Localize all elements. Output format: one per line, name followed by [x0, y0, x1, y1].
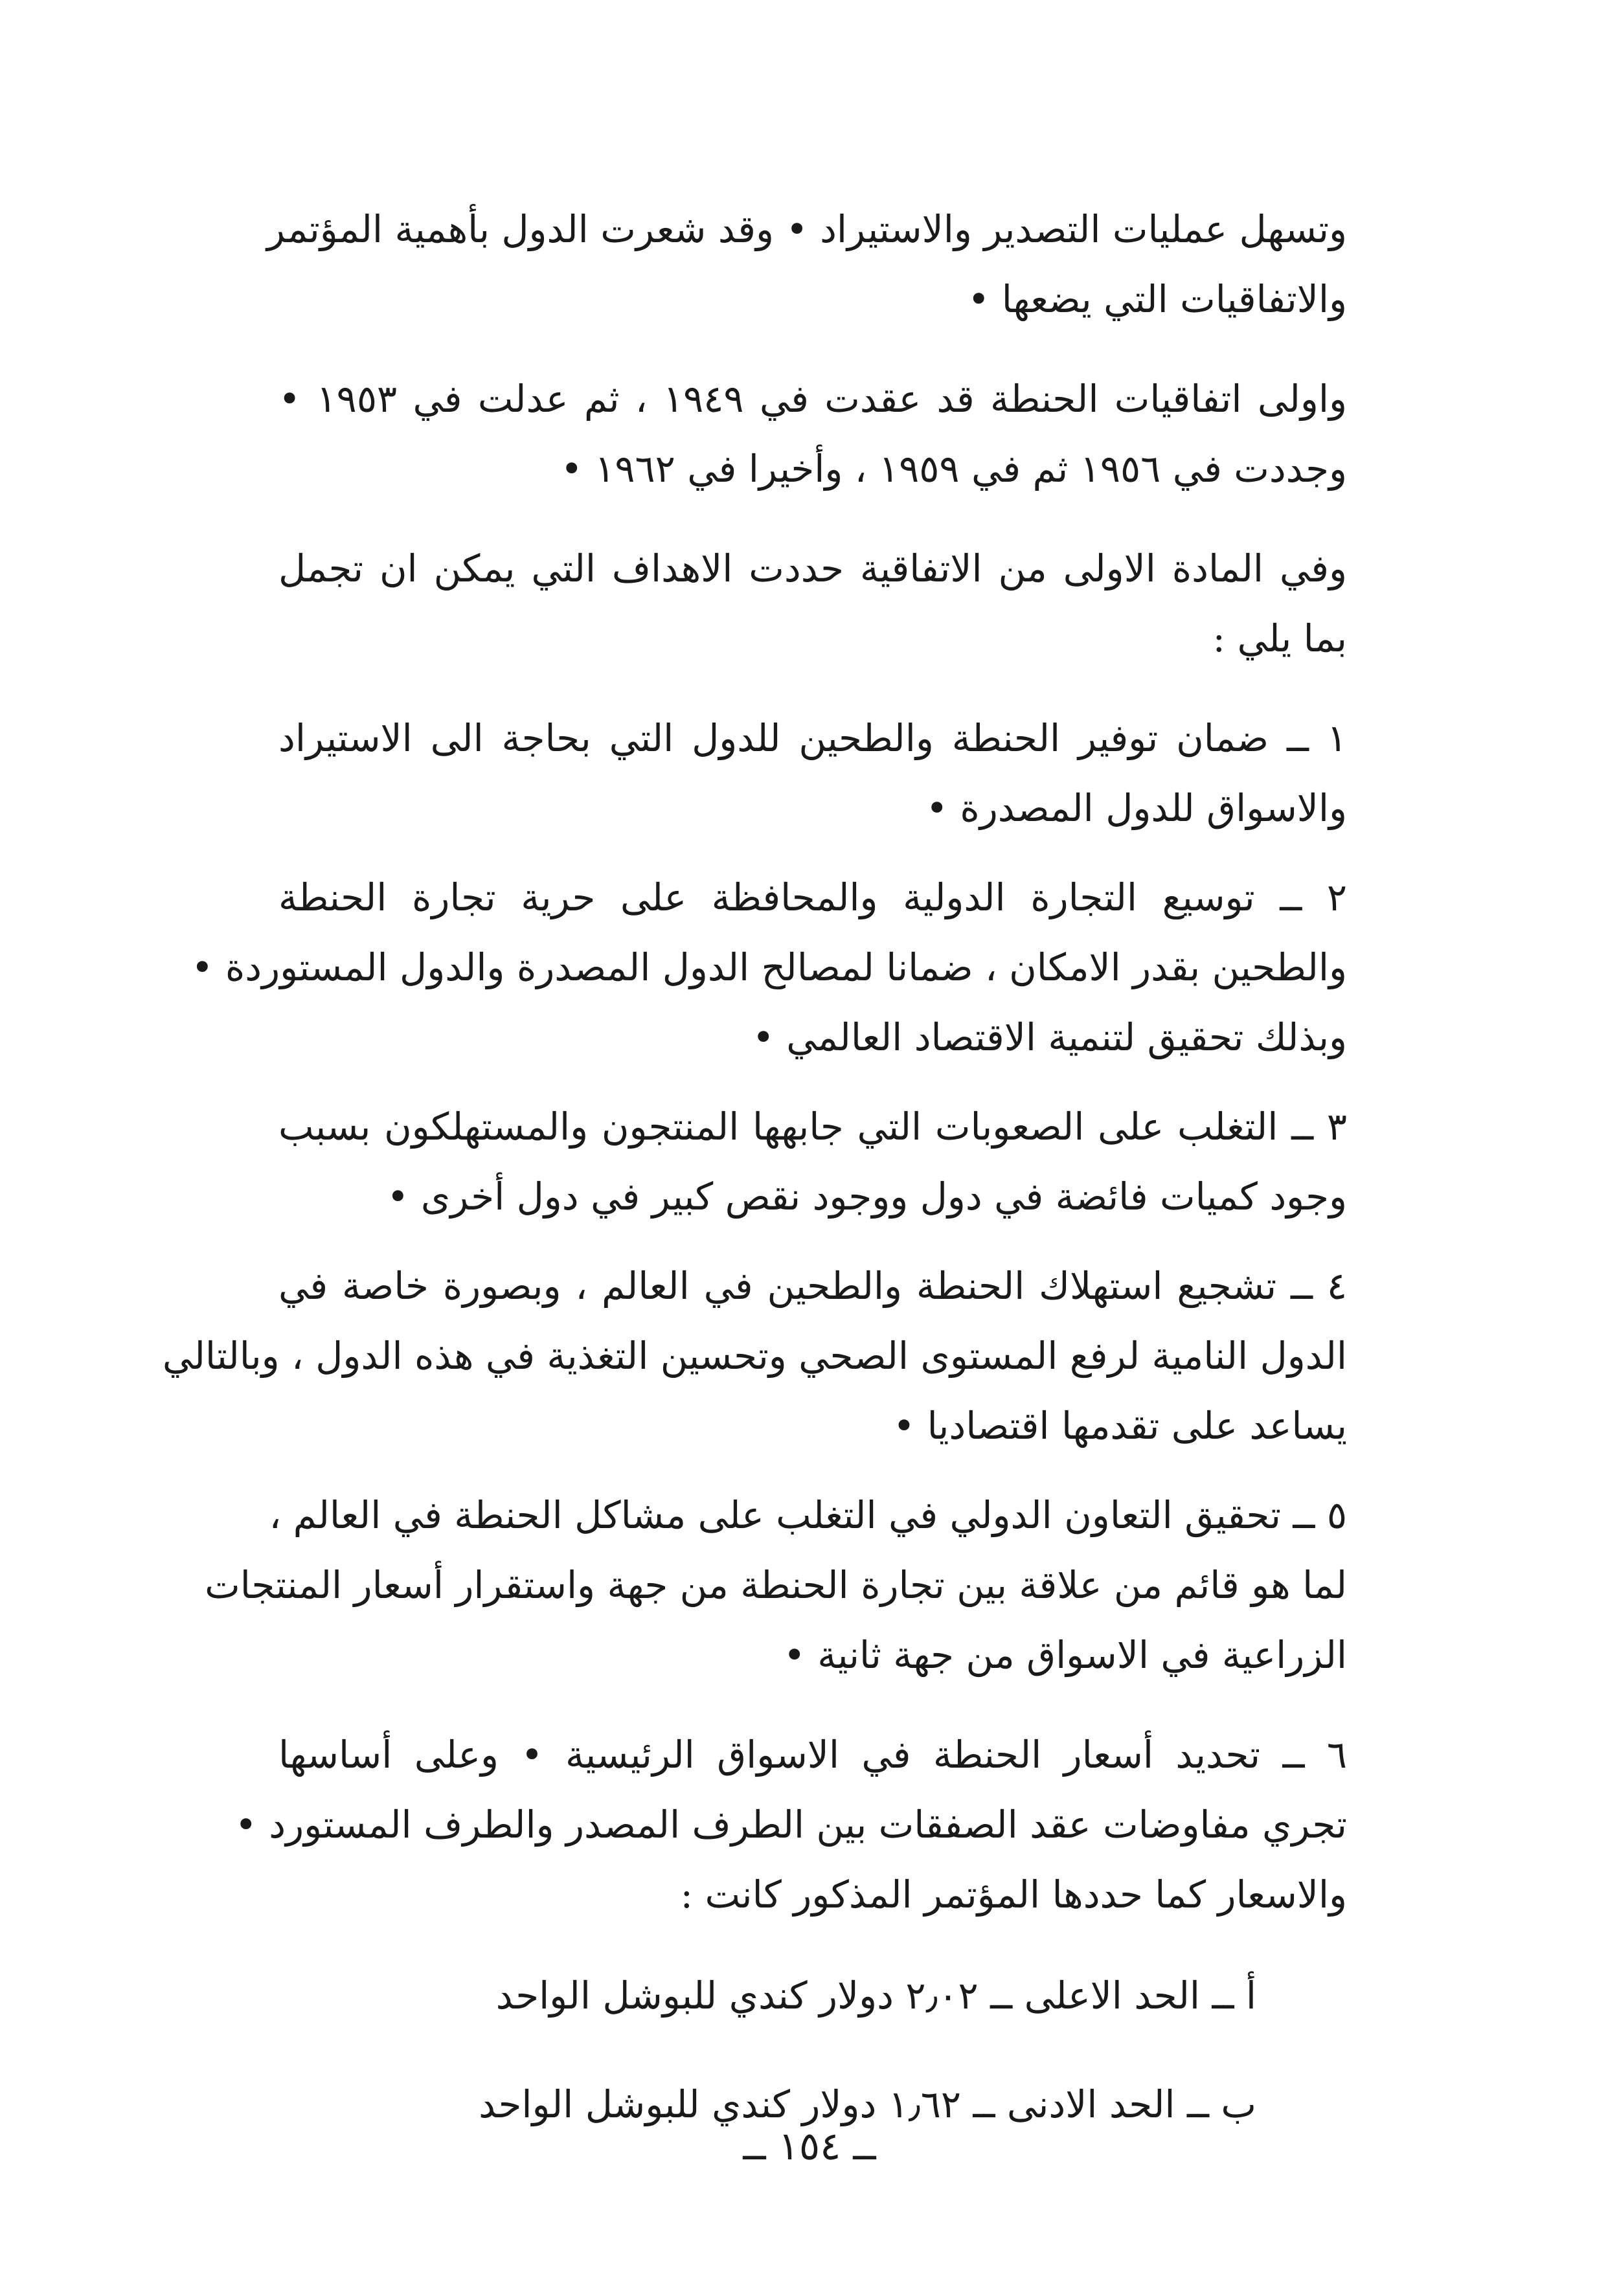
text-line: تجري مفاوضات عقد الصفقات بين الطرف المصدر والطرف المستورد •: [234, 1803, 1347, 1847]
price-lower-limit: ب ــ الحد الادنى ــ ١٫٦٢ دولار كندي للبوشل الواحد: [479, 2082, 1256, 2126]
list-item-5: [205, 1480, 1347, 1690]
text-line: وجود كميات فائضة في دول ووجود نقص كبير في دول أخرى •: [387, 1175, 1347, 1219]
text-line: ٦ ــ تحديد أسعار الحنطة في الاسواق الرئيسية • وعلى أساسها: [278, 1733, 1347, 1777]
text-line: والاتفاقيات التي يضعها •: [968, 277, 1347, 321]
list-item-1: [278, 703, 1347, 843]
text-line: وجددت في ١٩٥٦ ثم في ١٩٥٩ ، وأخيرا في ١٩٦٢ •: [560, 447, 1347, 491]
paragraph-intro: [267, 194, 1347, 334]
text-line: الدول النامية لرفع المستوى الصحي وتحسين التغذية في هذه الدول ، وبالتالي: [162, 1334, 1347, 1378]
text-line: وبذلك تحقيق لتنمية الاقتصاد العالمي •: [752, 1015, 1347, 1059]
text-line: بما يلي :: [1212, 616, 1347, 660]
text-line: ٤ ــ تشجيع استهلاك الحنطة والطحين في العالم ، وبصورة خاصة في: [278, 1264, 1347, 1308]
paragraph-agreement-dates: [278, 364, 1347, 504]
text-line: ٣ ــ التغلب على الصعوبات التي جابهها المنتجون والمستهلكون بسبب: [278, 1105, 1347, 1149]
text-line: وفي المادة الاولى من الاتفاقية حددت الاهداف التي يمكن ان تجمل: [278, 546, 1347, 591]
list-item-6: [234, 1720, 1347, 1930]
text-line: لما هو قائم من علاقة بين تجارة الحنطة من جهة واستقرار أسعار المنتجات: [205, 1563, 1347, 1607]
text-line: وتسهل عمليات التصدير والاستيراد • وقد شعرت الدول بأهمية المؤتمر: [267, 207, 1347, 251]
text-line: والاسعار كما حددها المؤتمر المذكور كانت :: [680, 1873, 1347, 1917]
list-item-4: [162, 1251, 1347, 1461]
paragraph-article-one: [278, 534, 1347, 673]
page-body: [162, 194, 1348, 2139]
text-line: والاسواق للدول المصدرة •: [925, 786, 1347, 830]
price-upper-limit: أ ــ الحد الاعلى ــ ٢٫٠٢ دولار كندي للبوشل الواحد: [495, 1974, 1256, 2018]
text-line: ٢ ــ توسيع التجارة الدولية والمحافظة على حرية تجارة الحنطة: [278, 875, 1347, 919]
list-item-2: [191, 862, 1347, 1072]
list-item-3: [278, 1092, 1347, 1232]
text-line: الزراعية في الاسواق من جهة ثانية •: [783, 1633, 1347, 1677]
text-line: والطحين بقدر الامكان ، ضمانا لمصالح الدول المصدرة والدول المستوردة •: [191, 945, 1347, 989]
page-number: ــ ١٥٤ ــ: [743, 2124, 876, 2169]
text-line: واولى اتفاقيات الحنطة قد عقدت في ١٩٤٩ ، ثم عدلت في ١٩٥٣ •: [278, 377, 1347, 421]
text-line: يساعد على تقدمها اقتصاديا •: [892, 1404, 1347, 1448]
text-line: ١ ــ ضمان توفير الحنطة والطحين للدول التي بحاجة الى الاستيراد: [278, 716, 1348, 760]
text-line: ٥ ــ تحقيق التعاون الدولي في التغلب على مشاكل الحنطة في العالم ،: [269, 1493, 1347, 1537]
